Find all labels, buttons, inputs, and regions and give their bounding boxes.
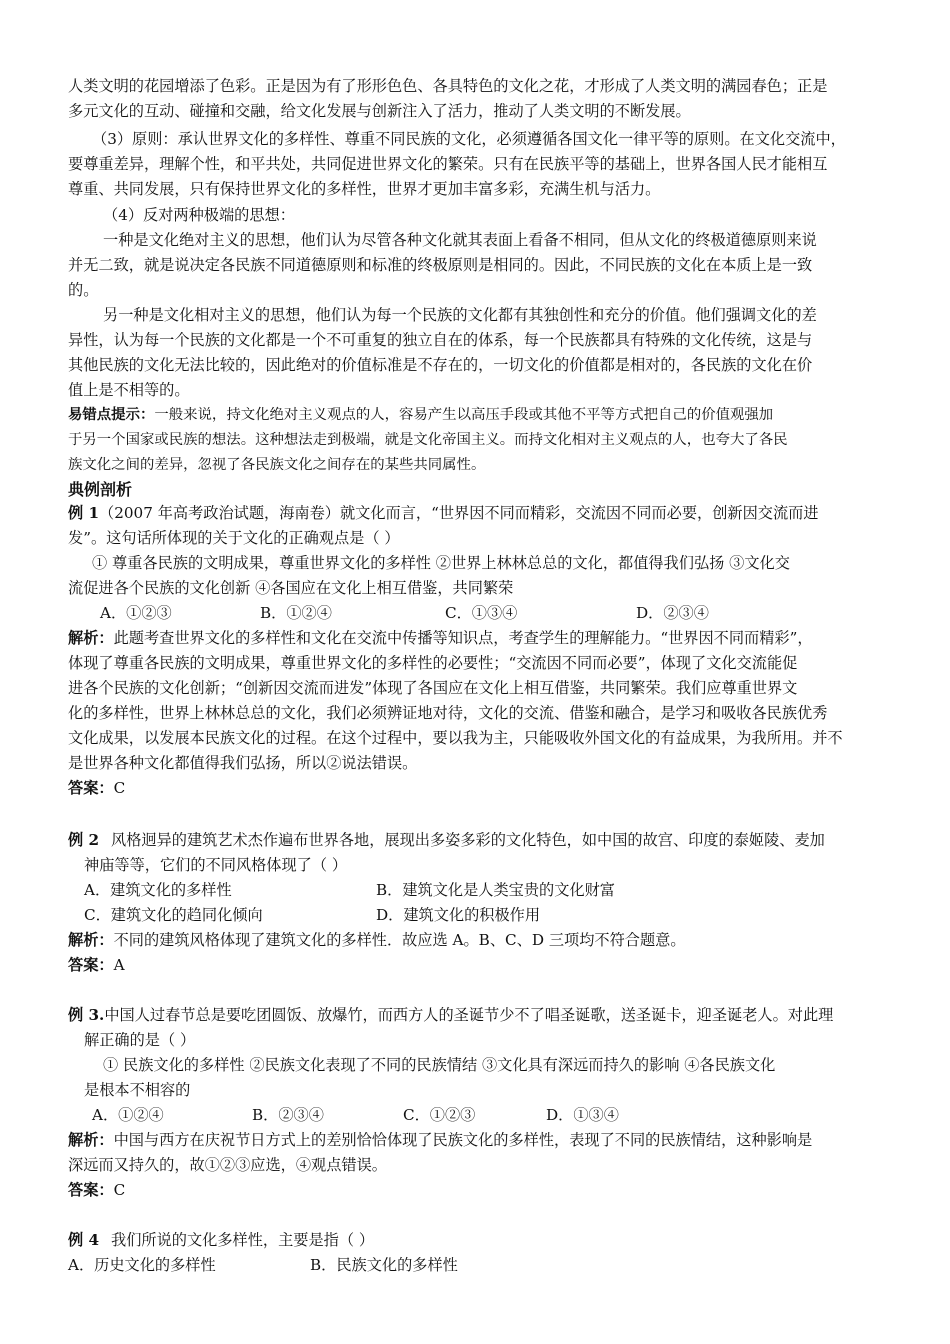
text-line: 要尊重差异，理解个性，和平共处，共同促进世界文化的繁荣。只有在民族平等的基础上，世界各国人民才能相互 — [68, 155, 828, 173]
choice-c: C．①②③ — [403, 1106, 476, 1124]
text-line: 其他民族的文化无法比较的，因此绝对的价值标准是不存在的，一切文化的价值都是相对的，各民族的文化在价 — [68, 356, 813, 374]
text-line: 的。 — [68, 281, 99, 299]
tip-label: 易错点提示： — [68, 407, 155, 423]
text-line: 人类文明的花园增添了色彩。正是因为有了形形色色、各具特色的文化之花，才形成了人类文明的满园春色；正是 — [68, 77, 828, 95]
analysis-label: 解析： — [68, 629, 114, 647]
text-line: 是世界各种文化都值得我们弘扬，所以②说法错误。 — [68, 754, 418, 772]
choice-a: A．历史文化的多样性 — [68, 1256, 216, 1274]
subsection-title: （4）反对两种极端的思想： — [103, 206, 295, 224]
tip-line: 于另一个国家或民族的想法。这种想法走到极端，就是文化帝国主义。而持文化相对主义观点的人，也夸大了各民 — [68, 432, 788, 448]
answer-label: 答案： — [68, 1181, 114, 1199]
tip-line: 族文化之间的差异，忽视了各民族文化之间存在的某些共同属性。 — [68, 457, 486, 473]
choice-d: D．建筑文化的积极作用 — [376, 906, 541, 924]
analysis-text: 中国与西方在庆祝节日方式上的差别恰恰体现了民族文化的多样性，表现了不同的民族情结，这种影响是 — [113, 1131, 813, 1149]
choice-c: C．建筑文化的趋同化倾向 — [84, 906, 263, 924]
principle-paragraph: （3）原则：承认世界文化的多样性、尊重不同民族的文化，必须遵循各国文化一律平等的原则。在文化交流中， — [92, 130, 846, 148]
answer-value: C — [113, 779, 126, 797]
text-line: 神庙等等，它们的不同风格体现了（ ） — [84, 856, 348, 874]
tip-line — [68, 405, 773, 425]
choice-a: A．①②④ — [92, 1106, 164, 1124]
choice-b: B．②③④ — [252, 1106, 324, 1124]
example-label: 例 3. — [68, 1006, 105, 1024]
text-line: 异性，认为每一个民族的文化都是一个不可重复的独立自在的体系，每一个民族都具有特殊的文化传统，这是与 — [68, 331, 813, 349]
analysis-text: 不同的建筑风格体现了建筑文化的多样性．故应选 A。B、C、D 三项均不符合题意。 — [113, 931, 686, 949]
example-1-question — [68, 503, 819, 523]
text-line: 值上是不相等的。 — [68, 381, 190, 399]
answer-line — [68, 778, 125, 798]
text-line: 发”。这句话所体现的关于文化的正确观点是（ ） — [68, 529, 400, 547]
answer-label: 答案： — [68, 779, 114, 797]
choice-d: D．①③④ — [546, 1106, 619, 1124]
choice-c: C．①③④ — [445, 604, 518, 622]
option-line: 流促进各个民族的文化创新 ④各国应在文化上相互借鉴，共同繁荣 — [68, 579, 514, 597]
absolutism-paragraph: 一种是文化绝对主义的思想，他们认为尽管各种文化就其表面上看备不相同，但从文化的终极道德原则来说 — [103, 231, 817, 249]
text-line: 尊重、共同发展，只有保持世界文化的多样性，世界才更加丰富多彩，充满生机与活力。 — [68, 180, 661, 198]
tip-text: 一般来说，持文化绝对主义观点的人，容易产生以高压手段或其他不平等方式把自己的价值观强加 — [154, 407, 774, 423]
choice-b: B．民族文化的多样性 — [310, 1256, 458, 1274]
question-text: 风格迥异的建筑艺术杰作遍布世界各地，展现出多姿多彩的文化特色，如中国的故宫、印度的泰姬陵、麦加 — [111, 831, 825, 849]
question-text: 中国人过春节总是要吃团圆饭、放爆竹，而西方人的圣诞节少不了唱圣诞歌，送圣诞卡，迎圣诞老人。对此理 — [104, 1006, 834, 1024]
example-2-question — [68, 830, 825, 850]
example-3-question — [68, 1005, 833, 1025]
section-heading: 典例剖析 — [68, 480, 133, 499]
text-line: 并无二致，就是说决定各民族不同道德原则和标准的终极原则是相同的。因此，不同民族的文化在本质上是一致 — [68, 256, 813, 274]
choice-a: A．建筑文化的多样性 — [84, 881, 232, 899]
choice-b: B．建筑文化是人类宝贵的文化财富 — [376, 881, 615, 899]
analysis-text: 此题考查世界文化的多样性和文化在交流中传播等知识点，考查学生的理解能力。“世界因不同而精彩”， — [113, 629, 813, 647]
example-label: 例 1 — [68, 504, 100, 522]
answer-line — [68, 1180, 125, 1200]
answer-label: 答案： — [68, 956, 114, 974]
relativism-paragraph: 另一种是文化相对主义的思想，他们认为每一个民族的文化都有其独创性和充分的价值。他们强调文化的差 — [103, 306, 817, 324]
question-text: （2007 年高考政治试题，海南卷）就文化而言，“世界因不同而精彩，交流因不同而必要，创新因交流而进 — [99, 504, 819, 522]
analysis-line — [68, 628, 813, 648]
choice-d: D．②③④ — [636, 604, 709, 622]
text-line: 体现了尊重各民族的文明成果，尊重世界文化的多样性的必要性；“交流因不同而必要”，体现了文化交流能促 — [68, 654, 798, 672]
text-line: 文化成果，以发展本民族文化的过程。在这个过程中，要以我为主，只能吸收外国文化的有益成果，为我所用。并不 — [68, 729, 843, 747]
answer-line — [68, 955, 125, 975]
option-line: ① 民族文化的多样性 ②民族文化表现了不同的民族情结 ③文化具有深远而持久的影响 ④各民族文化 — [103, 1056, 776, 1074]
example-label: 例 2 — [68, 831, 100, 849]
analysis-label: 解析： — [68, 931, 114, 949]
example-4-question — [68, 1230, 374, 1250]
choice-b: B．①②④ — [260, 604, 332, 622]
text-line: 解正确的是（ ） — [84, 1031, 196, 1049]
option-line: ① 尊重各民族的文明成果，尊重世界文化的多样性 ②世界上林林总总的文化，都值得我们弘扬 ③文化交 — [92, 554, 790, 572]
analysis-label: 解析： — [68, 1131, 114, 1149]
text-line: 深远而又持久的，故①②③应选，④观点错误。 — [68, 1156, 387, 1174]
choice-a: A．①②③ — [100, 604, 172, 622]
question-text: 我们所说的文化多样性，主要是指（ ） — [111, 1231, 375, 1249]
text-line: 多元文化的互动、碰撞和交融，给文化发展与创新注入了活力，推动了人类文明的不断发展。 — [68, 102, 691, 120]
text-line: 化的多样性，世界上林林总总的文化，我们必须辨证地对待，文化的交流、借鉴和融合，是学习和吸收各民族优秀 — [68, 704, 828, 722]
option-line: 是根本不相容的 — [84, 1081, 191, 1099]
answer-value: A — [113, 956, 125, 974]
analysis-line — [68, 930, 686, 950]
example-label: 例 4 — [68, 1231, 100, 1249]
answer-value: C — [113, 1181, 126, 1199]
text-line: 进各个民族的文化创新；“创新因交流而进发”体现了各国应在文化上相互借鉴，共同繁荣。我们应尊重世界文 — [68, 679, 798, 697]
analysis-line — [68, 1130, 812, 1150]
